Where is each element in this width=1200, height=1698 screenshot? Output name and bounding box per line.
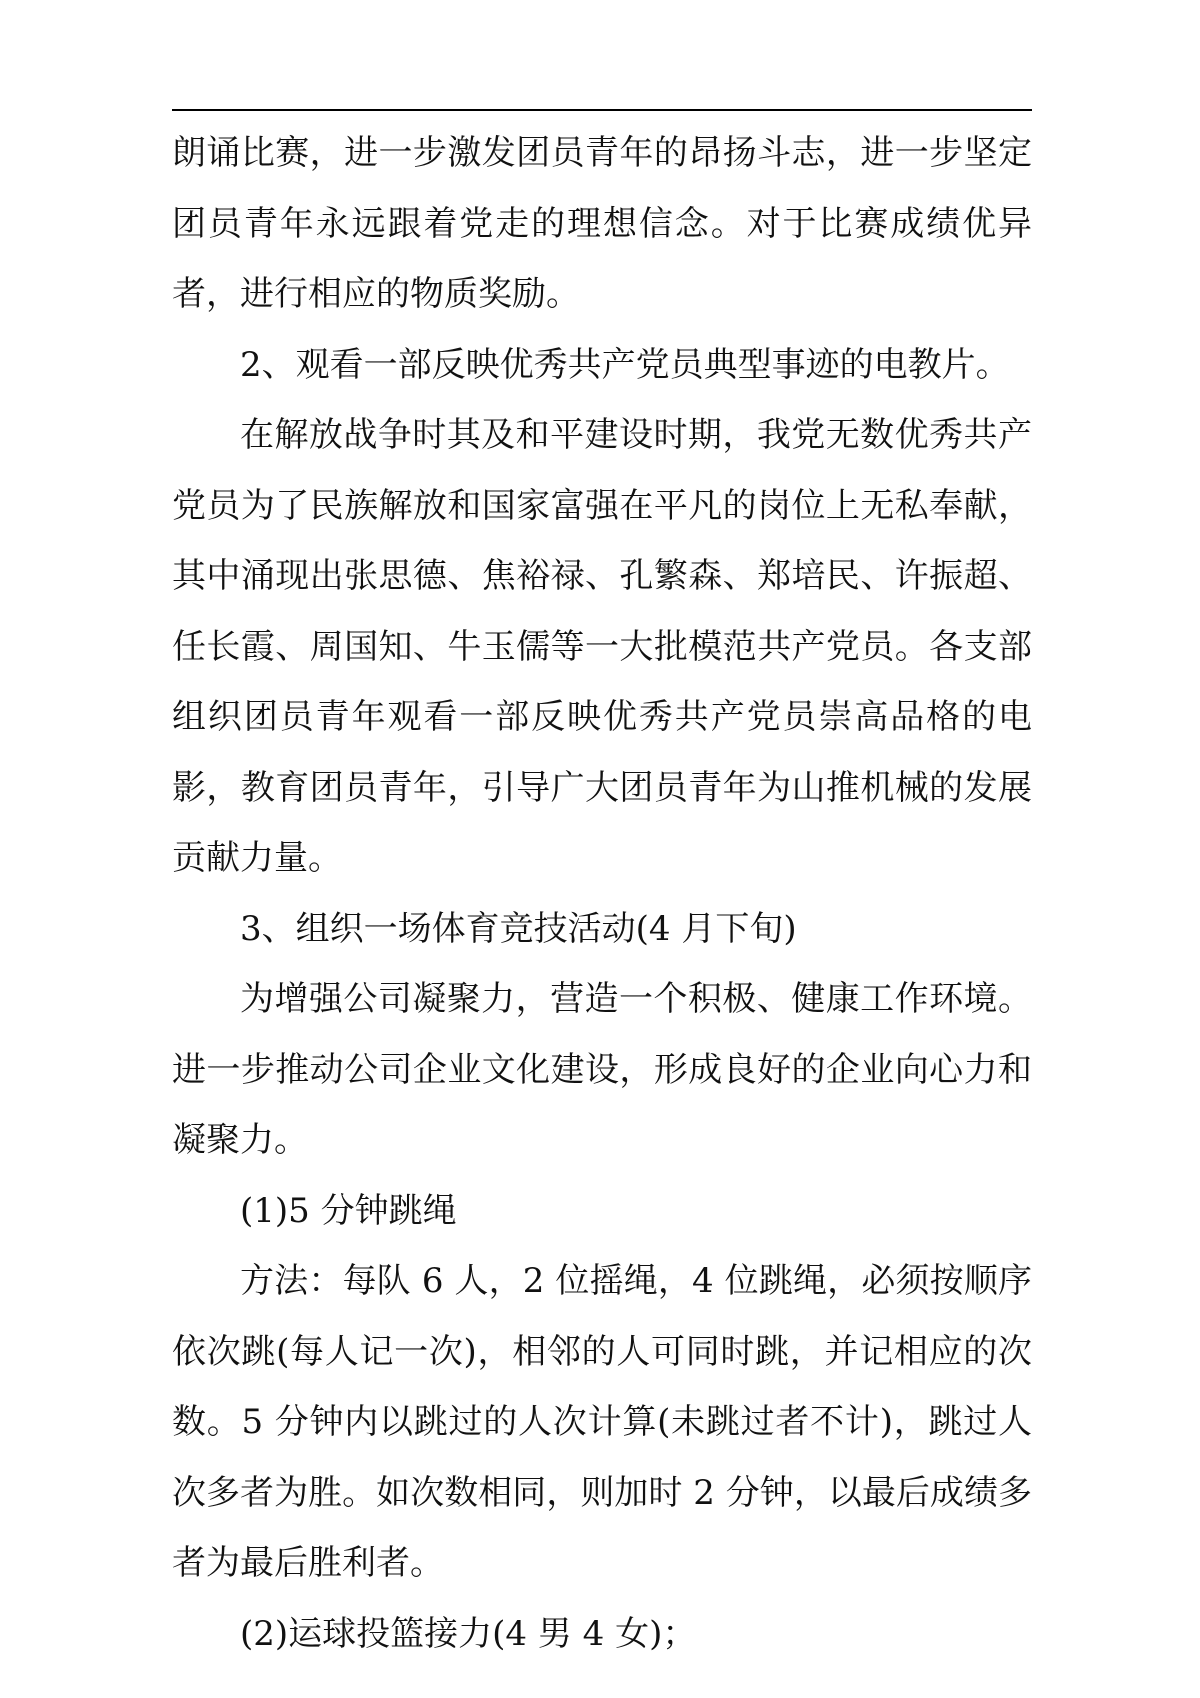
paragraph: (2)运球投篮接力(4 男 4 女)； [240, 1613, 697, 1654]
paragraph: 3、组织一场体育竞技活动(4 月下旬) [240, 908, 797, 949]
paragraph: 在解放战争时其及和平建设时期，我党无数优秀共产党员为了民族解放和国家富强在平凡的岗位上无私奉献，其中涌现出张思德、焦裕禄、孔繁森、郑培民、许振超、任长霞、周国知、牛玉儒等一大批模范共产党员。各支部组织团员青年观看一部反映优秀共产党员崇高品格的电影，教育团员青年，引导广大团员青年为山推机械的发展贡献力量。 [172, 415, 1032, 878]
document-body [172, 118, 1032, 1669]
paragraph: 方法：每队 6 人，2 位摇绳，4 位跳绳，必须按顺序依次跳(每人记一次)，相邻的人可同时跳，并记相应的次数。5 分钟内以跳过的人次计算(未跳过者不计)，跳过人次多者为胜。如次数相同，则加时 2 分钟，以最后成绩多者为最后胜利者。 [172, 1261, 1032, 1583]
paragraph: 为增强公司凝聚力，营造一个积极、健康工作环境。进一步推动公司企业文化建设，形成良好的企业向心力和凝聚力。 [172, 979, 1032, 1160]
header-rule [172, 109, 1032, 111]
paragraph: 朗诵比赛，进一步激发团员青年的昂扬斗志，进一步坚定团员青年永远跟着党走的理想信念。对于比赛成绩优异者，进行相应的物质奖励。 [172, 133, 1032, 314]
paragraph: (1)5 分钟跳绳 [240, 1190, 457, 1231]
paragraph: 2、观看一部反映优秀共产党员典型事迹的电教片。 [240, 344, 1010, 385]
